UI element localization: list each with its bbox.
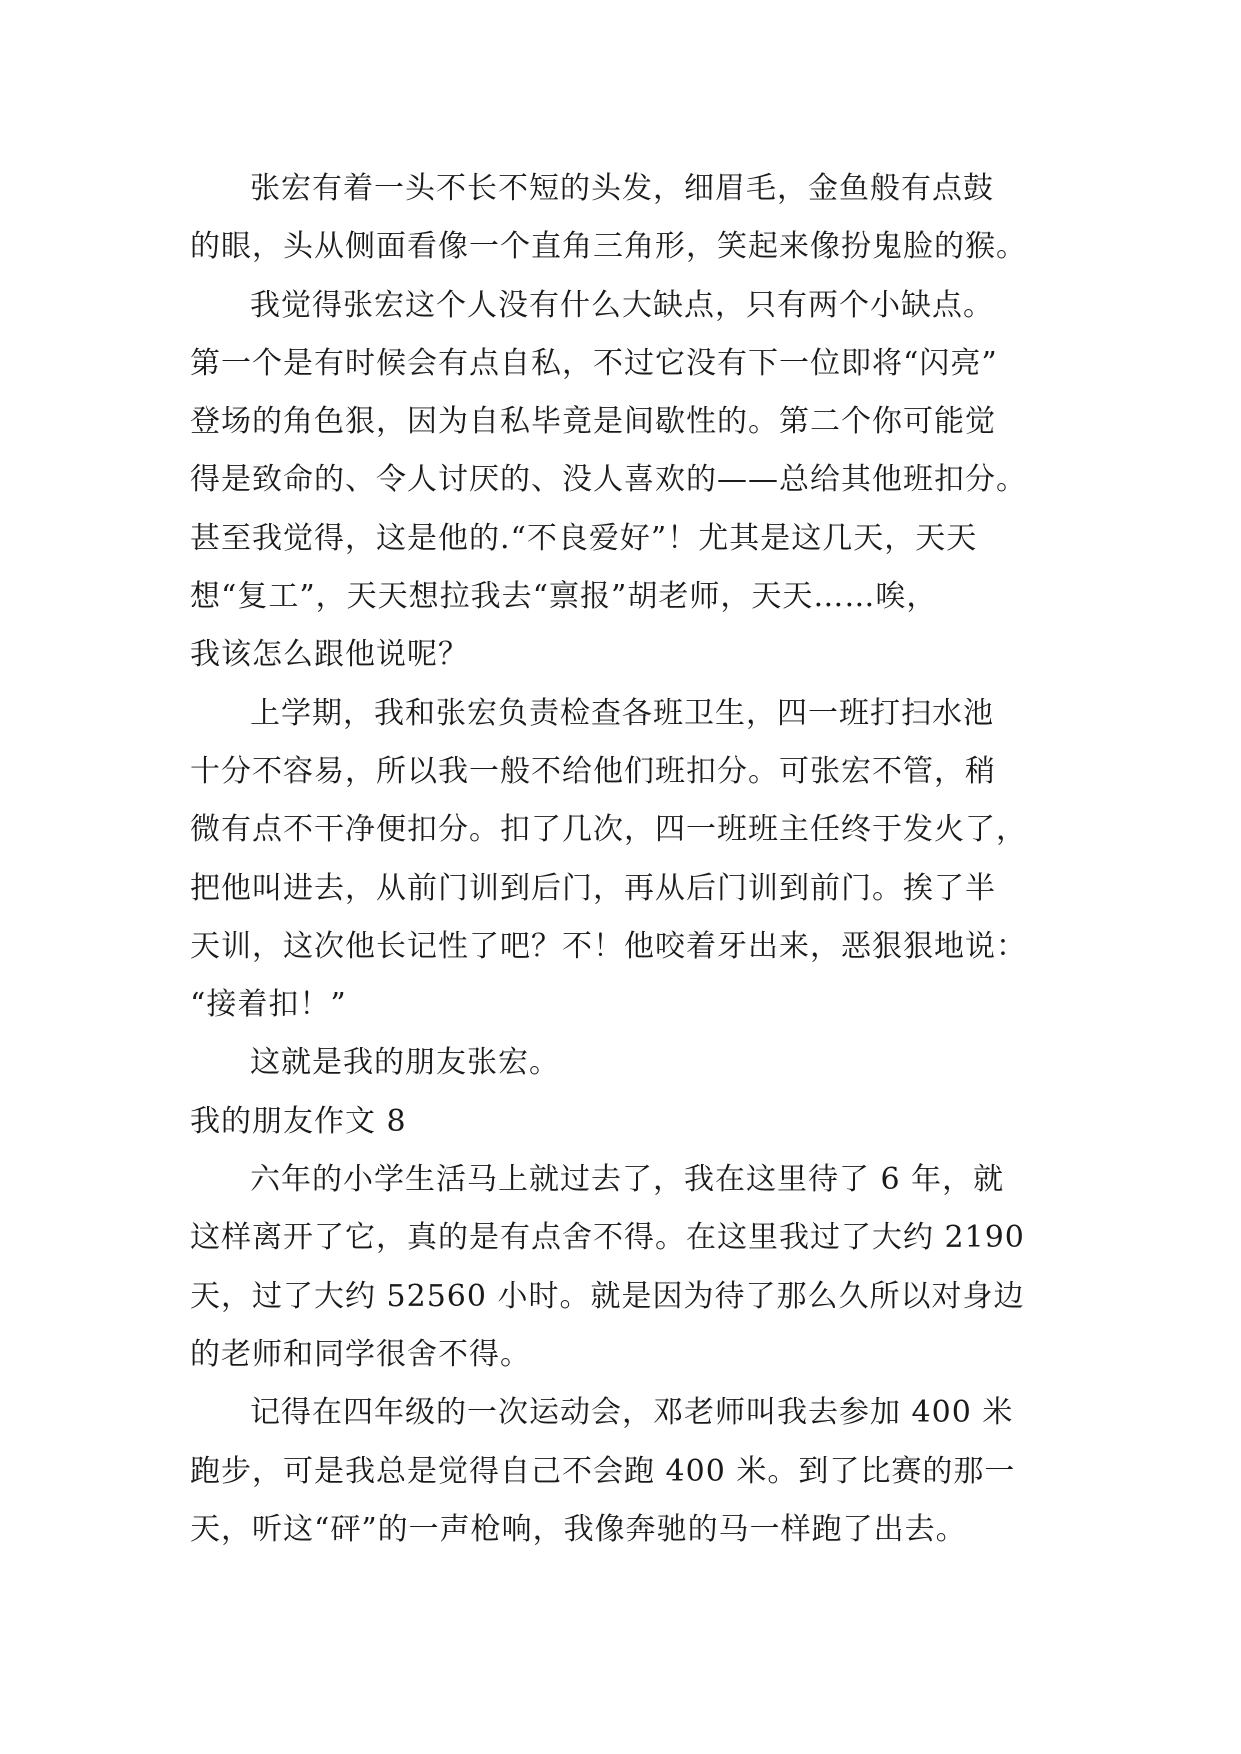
text-line: 张宏有着一头不长不短的头发，细眉毛，金鱼般有点鼓 <box>250 171 994 206</box>
paragraph-conclusion <box>190 1034 1060 1092</box>
text-line: 上学期，我和张宏负责检查各班卫生，四一班打扫水池 <box>250 695 994 731</box>
paragraph-sports-meet <box>190 1384 1060 1559</box>
text-line: 微有点不干净便扣分。扣了几次，四一班班主任终于发火了， <box>190 812 1027 848</box>
document-body <box>190 160 1060 1559</box>
text-line: 得是致命的、令人讨厌的、没人喜欢的——总给其他班扣分。 <box>190 462 1027 498</box>
paragraph-shortcomings <box>190 277 1060 685</box>
text-line: 天，听这“砰”的一声枪响，我像奔驰的马一样跑了出去。 <box>190 1511 967 1547</box>
text-line: 的眼，头从侧面看像一个直角三角形，笑起来像扮鬼脸的猴。 <box>190 229 1027 265</box>
text-line: 想“复工”，天天想拉我去“禀报”胡老师，天天……唉， <box>190 579 938 615</box>
text-line: 我该怎么跟他说呢？ <box>190 637 469 673</box>
text-line: 第一个是有时候会有点自私，不过它没有下一位即将“闪亮” <box>190 345 998 381</box>
essay-heading: 我的朋友作文 8 <box>190 1103 407 1139</box>
text-line: “接着扣！” <box>190 987 347 1023</box>
text-line: 甚至我觉得，这是他的.“不良爱好”！尤其是这几天，天天 <box>190 520 978 556</box>
text-line: 六年的小学生活马上就过去了，我在这里待了 6 年，就 <box>250 1162 1005 1198</box>
text-line: 把他叫进去，从前门训到后门，再从后门训到前门。挨了半 <box>190 870 996 906</box>
text-line: 十分不容易，所以我一般不给他们班扣分。可张宏不管，稍 <box>190 753 996 789</box>
paragraph-appearance <box>190 160 1060 277</box>
text-line: 记得在四年级的一次运动会，邓老师叫我去参加 400 米 <box>250 1395 1014 1431</box>
text-line: 这就是我的朋友张宏。 <box>250 1045 560 1081</box>
text-line: 天训，这次他长记性了吧？不！他咬着牙出来，恶狠狠地说： <box>190 928 1027 964</box>
paragraph-last-semester <box>190 685 1060 1035</box>
text-line: 这样离开了它，真的是有点舍不得。在这里我过了大约 2190 <box>190 1220 1025 1256</box>
text-line: 天，过了大约 52560 小时。就是因为待了那么久所以对身边 <box>190 1278 1025 1314</box>
paragraph-six-years <box>190 1151 1060 1384</box>
text-line: 跑步，可是我总是觉得自己不会跑 400 米。到了比赛的那一 <box>190 1453 1016 1489</box>
text-line: 我觉得张宏这个人没有什么大缺点，只有两个小缺点。 <box>250 287 994 323</box>
text-line: 登场的角色狠，因为自私毕竟是间歇性的。第二个你可能觉 <box>190 404 996 440</box>
text-line: 的老师和同学很舍不得。 <box>190 1336 531 1372</box>
